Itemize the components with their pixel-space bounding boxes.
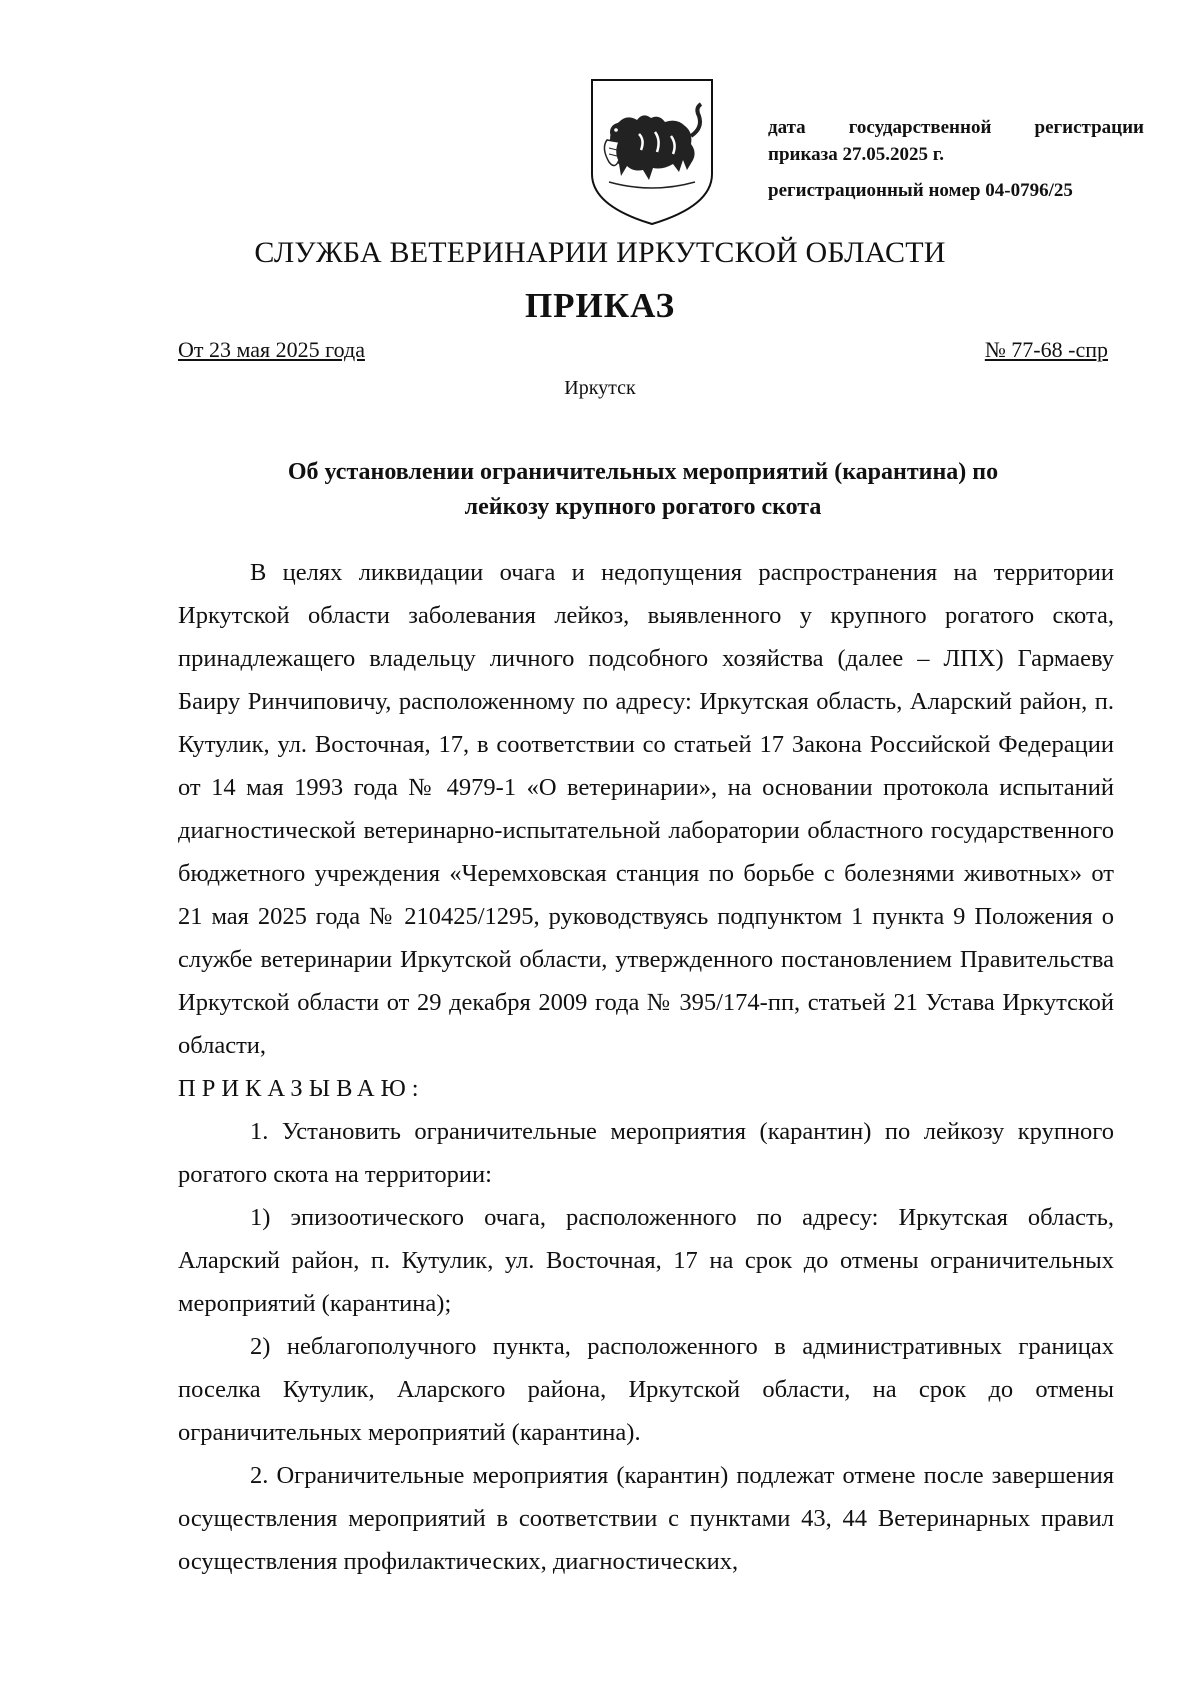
- ordering-word: ПРИКАЗЫВАЮ:: [178, 1075, 425, 1102]
- order-item: 2. Ограничительные мероприятия (карантин) подлежат отмене после завершения осуществления мероприятий в соответствии с пунктами 43, 44 Ветеринарных правил осуществления профилактических, диагностических,: [178, 1462, 1114, 1575]
- registration-date-label: дата государственной регистрации: [768, 117, 1144, 138]
- coat-of-arms-icon: [589, 78, 715, 228]
- registration-date: приказа 27.05.2025 г.: [768, 144, 944, 165]
- document-body: [178, 551, 1114, 1583]
- order-item: 2) неблагополучного пункта, расположенного в административных границах поселка Кутулик, Аларского района, Иркутской области, на срок до отмены ограничительных мероприятий (карантина).: [178, 1333, 1114, 1446]
- document-date: От 23 мая 2025 года: [178, 337, 365, 362]
- document-title: [178, 455, 1108, 525]
- order-item: 1) эпизоотического очага, расположенного по адресу: Иркутская область, Аларский район, п. Кутулик, ул. Восточная, 17 на срок до отмены ограничительных мероприятий (карантина);: [178, 1204, 1114, 1317]
- document-title-line: лейкозу крупного рогатого скота: [464, 494, 822, 520]
- document-title-line: Об установлении ограничительных мероприятий (карантина) по: [287, 459, 999, 485]
- document-city: Иркутск: [564, 377, 636, 399]
- order-item: 1. Установить ограничительные мероприятия (карантин) по лейкозу крупного рогатого скота на территории:: [178, 1118, 1114, 1188]
- document-type: ПРИКАЗ: [524, 286, 676, 325]
- preamble-paragraph: В целях ликвидации очага и недопущения распространения на территории Иркутской области заболевания лейкоз, выявленного у крупного рогатого скота, принадлежащего владельцу личного подсобного хозяйства (далее – ЛПХ) Гармаеву Баиру Ринчиповичу, расположенному по адресу: Иркутская область, Аларский район, п. Кутулик, ул. Восточная, 17, в соответствии со статьей 17 Закона Российской Федерации от 14 мая 1993 года № 4979-1 «О ветеринарии», на основании протокола испытаний диагностической ветеринарно-испытательной лаборатории областного государственного бюджетного учреждения «Черемховская станция по борьбе с болезнями животных» от 21 мая 2025 года № 210425/1295, руководствуясь подпунктом 1 пункта 9 Положения о службе ветеринарии Иркутской области, утвержденного постановлением Правительства Иркутской области от 29 декабря 2009 года № 395/174-пп, статьей 21 Устава Иркутской области,: [178, 559, 1114, 1059]
- registration-number: регистрационный номер 04-0796/25: [768, 180, 1073, 201]
- document-number: № 77-68 -спр: [984, 337, 1108, 362]
- registration-block: [768, 114, 1148, 204]
- organization-name: СЛУЖБА ВЕТЕРИНАРИИ ИРКУТСКОЙ ОБЛАСТИ: [254, 236, 946, 269]
